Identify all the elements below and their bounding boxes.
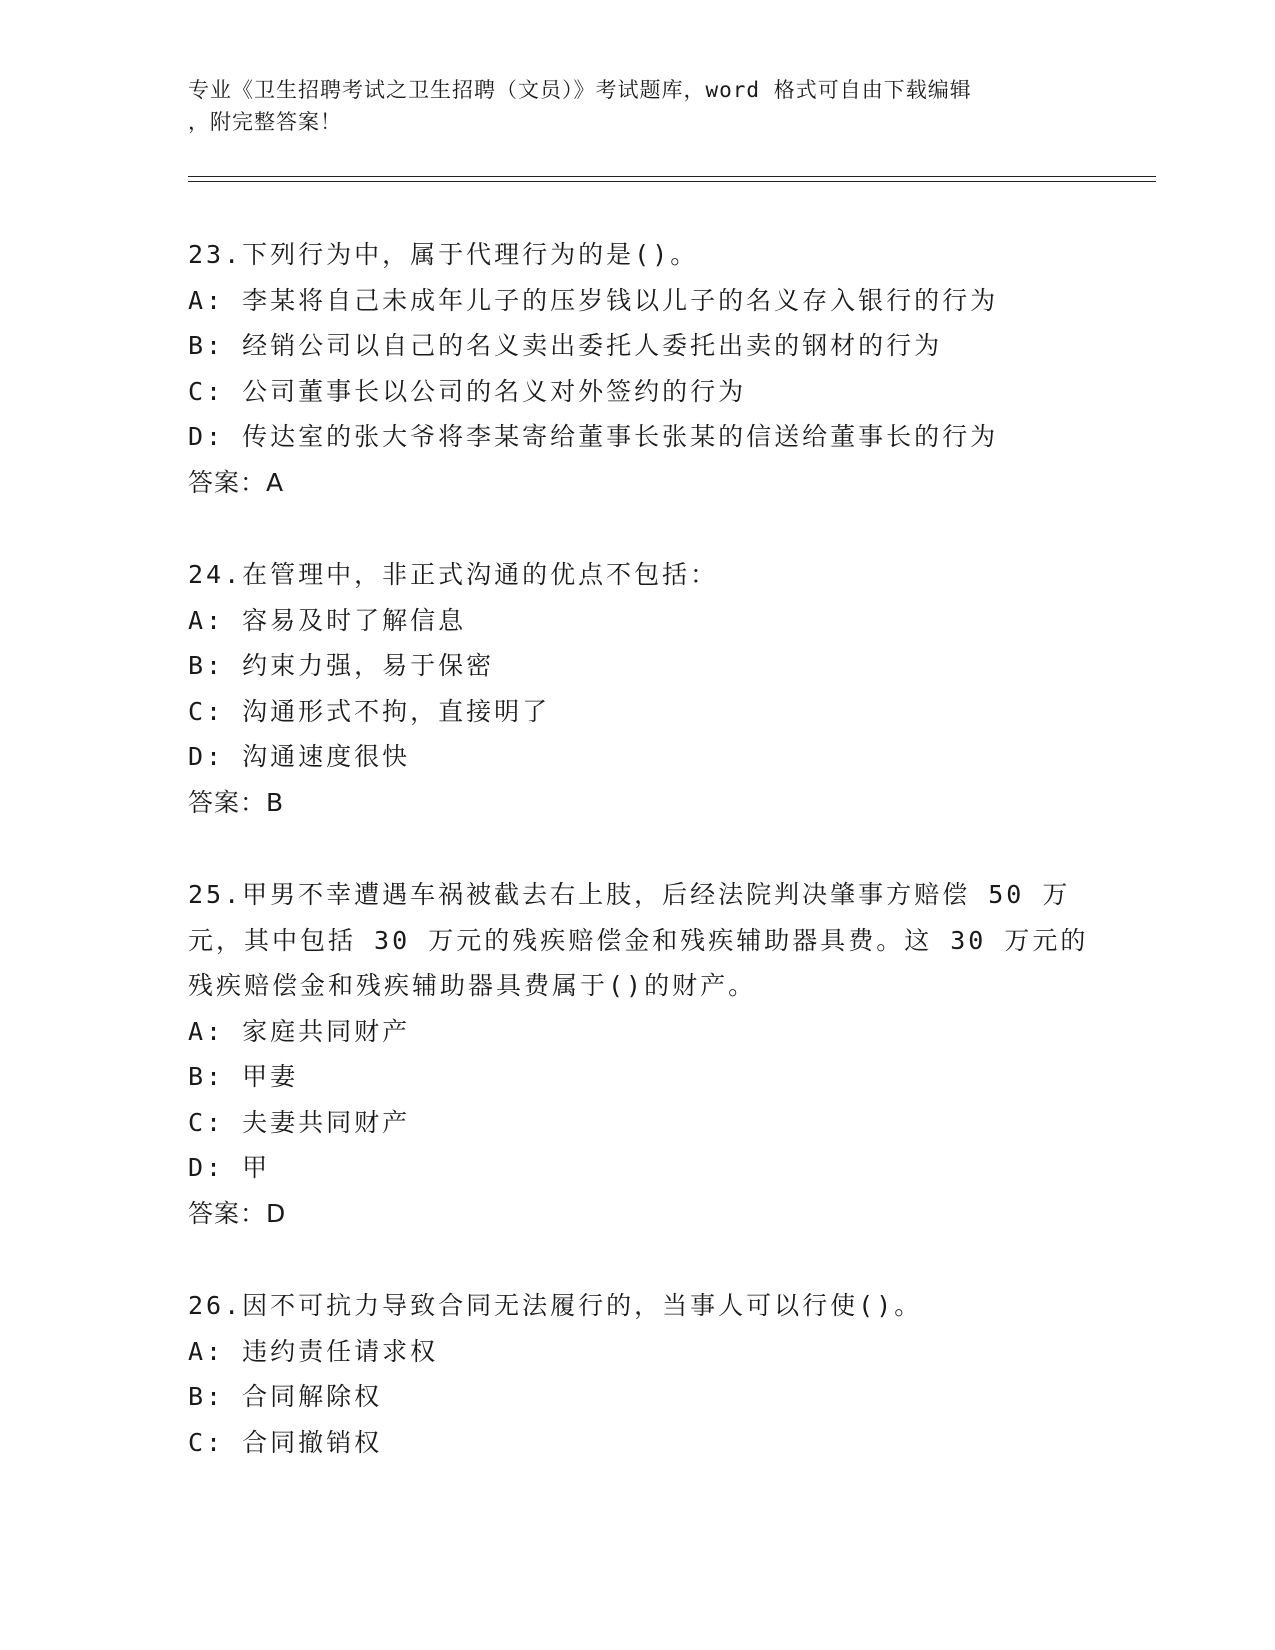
option-a: A: 李某将自己未成年儿子的压岁钱以儿子的名义存入银行的行为	[188, 285, 999, 315]
option-a: A: 家庭共同财产	[188, 1016, 411, 1046]
question-stem: 26.因不可抗力导致合同无法履行的，当事人可以行使()。	[188, 1291, 923, 1320]
option-b: B: 经销公司以自己的名义卖出委托人委托出卖的钢材的行为	[188, 331, 943, 360]
answer: 答案：A	[188, 467, 285, 497]
option-d: D: 传达室的张大爷将李某寄给董事长张某的信送给董事长的行为	[188, 422, 999, 451]
answer: 答案：B	[188, 787, 285, 817]
question-24	[188, 552, 1088, 825]
option-b: B: 约束力强，易于保密	[188, 651, 495, 680]
document-header	[188, 74, 1088, 138]
question-25	[188, 872, 1088, 1236]
option-a: A: 容易及时了解信息	[188, 605, 467, 635]
question-stem-line-3: 残疾赔偿金和残疾辅助器具费属于()的财产。	[188, 971, 757, 1000]
answer: 答案：D	[188, 1198, 287, 1228]
option-c: C: 合同撤销权	[188, 1427, 383, 1457]
header-divider-top	[188, 176, 1156, 177]
option-b: B: 合同解除权	[188, 1382, 383, 1411]
option-c: C: 夫妻共同财产	[188, 1107, 411, 1137]
question-stem-line-2: 元，其中包括 30 万元的残疾赔偿金和残疾辅助器具费。这 30 万元的	[188, 925, 1089, 955]
header-line-1: 专业《卫生招聘考试之卫生招聘（文员）》考试题库，word 格式可自由下载编辑	[188, 78, 972, 102]
question-26	[188, 1283, 1088, 1465]
option-d: D: 沟通速度很快	[188, 742, 411, 771]
question-stem: 23.下列行为中，属于代理行为的是()。	[188, 240, 699, 269]
option-b: B: 甲妻	[188, 1062, 299, 1091]
option-c: C: 沟通形式不拘，直接明了	[188, 696, 551, 726]
question-23	[188, 232, 1088, 505]
question-stem-line-1: 25.甲男不幸遭遇车祸被截去右上肢，后经法院判决肇事方赔偿 50 万	[188, 880, 1071, 909]
option-d: D: 甲	[188, 1153, 271, 1182]
question-stem: 24.在管理中，非正式沟通的优点不包括：	[188, 560, 719, 589]
option-c: C: 公司董事长以公司的名义对外签约的行为	[188, 376, 747, 406]
option-a: A: 违约责任请求权	[188, 1336, 439, 1366]
header-line-2: ，附完整答案！	[188, 110, 342, 134]
header-divider-bottom	[188, 181, 1156, 182]
